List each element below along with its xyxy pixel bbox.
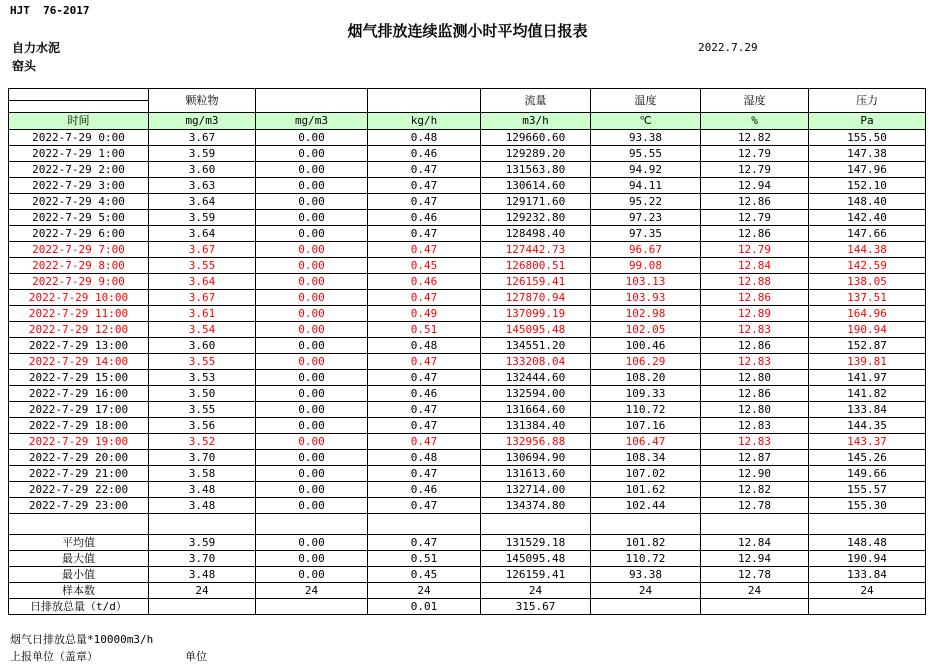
value-cell: 144.38	[809, 242, 926, 258]
summary-value-cell: 190.94	[809, 551, 926, 567]
value-cell: 0.47	[368, 178, 481, 194]
value-cell: 142.59	[809, 258, 926, 274]
summary-value-cell: 12.78	[701, 567, 809, 583]
value-cell: 12.94	[701, 178, 809, 194]
company-name: 自力水泥	[12, 41, 61, 55]
report-date: 2022.7.29	[698, 41, 758, 54]
value-cell: 0.00	[256, 290, 368, 306]
value-cell: 155.57	[809, 482, 926, 498]
summary-value-cell: 3.70	[149, 551, 256, 567]
report-table	[8, 88, 926, 615]
value-cell: 126800.51	[481, 258, 591, 274]
table-row	[9, 338, 926, 354]
summary-value-cell: 148.48	[809, 535, 926, 551]
value-cell: 12.79	[701, 162, 809, 178]
value-cell: 0.00	[256, 178, 368, 194]
time-cell: 2022-7-29 9:00	[9, 274, 149, 290]
value-cell: 12.79	[701, 242, 809, 258]
table-row	[9, 306, 926, 322]
value-cell: 12.80	[701, 370, 809, 386]
value-cell: 0.00	[256, 306, 368, 322]
unit-cell-mg: mg/m3	[256, 113, 368, 130]
table-row	[9, 498, 926, 514]
value-cell: 0.47	[368, 370, 481, 386]
value-cell: 0.00	[256, 226, 368, 242]
value-cell: 0.47	[368, 418, 481, 434]
value-cell: 134374.80	[481, 498, 591, 514]
value-cell: 129171.60	[481, 194, 591, 210]
page-title: 烟气排放连续监测小时平均值日报表	[347, 22, 588, 40]
table-row	[9, 162, 926, 178]
value-cell: 3.58	[149, 466, 256, 482]
standard-code: HJT 76-2017	[10, 4, 90, 17]
value-cell: 145095.48	[481, 322, 591, 338]
value-cell: 0.00	[256, 482, 368, 498]
value-cell: 12.84	[701, 258, 809, 274]
summary-value-cell: 24	[368, 583, 481, 599]
value-cell: 3.55	[149, 354, 256, 370]
value-cell: 3.55	[149, 402, 256, 418]
value-cell: 3.48	[149, 482, 256, 498]
value-cell: 3.70	[149, 450, 256, 466]
value-cell: 0.47	[368, 162, 481, 178]
table-row	[9, 402, 926, 418]
value-cell: 138.05	[809, 274, 926, 290]
value-cell: 0.00	[256, 354, 368, 370]
value-cell: 134551.20	[481, 338, 591, 354]
report-unit-label: 上报单位（盖章）	[10, 650, 98, 663]
value-cell: 3.55	[149, 258, 256, 274]
summary-value-cell: 0.47	[368, 535, 481, 551]
value-cell: 12.90	[701, 466, 809, 482]
time-cell: 2022-7-29 22:00	[9, 482, 149, 498]
time-cell: 2022-7-29 6:00	[9, 226, 149, 242]
value-cell: 145.26	[809, 450, 926, 466]
value-cell: 0.47	[368, 434, 481, 450]
value-cell: 164.96	[809, 306, 926, 322]
value-cell: 109.33	[591, 386, 701, 402]
value-cell: 0.47	[368, 226, 481, 242]
value-cell: 3.64	[149, 226, 256, 242]
unit-cell-percent: %	[701, 113, 809, 130]
value-cell: 0.00	[256, 498, 368, 514]
value-cell: 3.64	[149, 194, 256, 210]
group-header-flow: 流量	[481, 89, 591, 113]
hourly-data-rows	[9, 130, 926, 514]
summary-label-cell: 平均值	[9, 535, 149, 551]
summary-value-cell	[591, 599, 701, 615]
value-cell: 0.46	[368, 386, 481, 402]
value-cell: 0.00	[256, 418, 368, 434]
time-cell: 2022-7-29 8:00	[9, 258, 149, 274]
time-cell: 2022-7-29 21:00	[9, 466, 149, 482]
table-row	[9, 194, 926, 210]
summary-row	[9, 535, 926, 551]
monitor-location: 窑头	[12, 59, 37, 73]
time-cell: 2022-7-29 5:00	[9, 210, 149, 226]
value-cell: 3.64	[149, 274, 256, 290]
table-row	[9, 178, 926, 194]
summary-value-cell: 3.48	[149, 567, 256, 583]
time-cell: 2022-7-29 0:00	[9, 130, 149, 146]
summary-value-cell: 0.00	[256, 567, 368, 583]
value-cell: 132714.00	[481, 482, 591, 498]
value-cell: 12.86	[701, 290, 809, 306]
summary-value-cell: 133.84	[809, 567, 926, 583]
value-cell: 107.16	[591, 418, 701, 434]
value-cell: 3.60	[149, 338, 256, 354]
value-cell: 132444.60	[481, 370, 591, 386]
value-cell: 137.51	[809, 290, 926, 306]
value-cell: 142.40	[809, 210, 926, 226]
value-cell: 144.35	[809, 418, 926, 434]
value-cell: 0.49	[368, 306, 481, 322]
summary-row	[9, 567, 926, 583]
group-header-pressure: 压力	[809, 89, 926, 113]
value-cell: 0.46	[368, 482, 481, 498]
value-cell: 0.00	[256, 194, 368, 210]
value-cell: 0.48	[368, 338, 481, 354]
value-cell: 97.23	[591, 210, 701, 226]
summary-value-cell: 126159.41	[481, 567, 591, 583]
value-cell: 3.59	[149, 146, 256, 162]
value-cell: 139.81	[809, 354, 926, 370]
value-cell: 0.00	[256, 274, 368, 290]
value-cell: 102.98	[591, 306, 701, 322]
value-cell: 0.00	[256, 402, 368, 418]
value-cell: 12.89	[701, 306, 809, 322]
table-row	[9, 466, 926, 482]
table-row	[9, 482, 926, 498]
time-cell: 2022-7-29 13:00	[9, 338, 149, 354]
value-cell: 0.46	[368, 210, 481, 226]
summary-value-cell: 0.00	[256, 551, 368, 567]
value-cell: 12.86	[701, 226, 809, 242]
total-emission-note: 烟气日排放总量*10000m3/h	[10, 633, 154, 646]
value-cell: 12.86	[701, 386, 809, 402]
table-row	[9, 450, 926, 466]
summary-value-cell: 145095.48	[481, 551, 591, 567]
summary-value-cell	[149, 599, 256, 615]
summary-value-cell: 131529.18	[481, 535, 591, 551]
summary-row	[9, 599, 926, 615]
value-cell: 129289.20	[481, 146, 591, 162]
value-cell: 3.67	[149, 290, 256, 306]
summary-row	[9, 551, 926, 567]
value-cell: 94.92	[591, 162, 701, 178]
summary-value-cell: 315.67	[481, 599, 591, 615]
value-cell: 129232.80	[481, 210, 591, 226]
summary-value-cell: 93.38	[591, 567, 701, 583]
time-cell: 2022-7-29 11:00	[9, 306, 149, 322]
value-cell: 106.29	[591, 354, 701, 370]
value-cell: 3.67	[149, 130, 256, 146]
summary-value-cell: 0.01	[368, 599, 481, 615]
value-cell: 0.47	[368, 402, 481, 418]
value-cell: 106.47	[591, 434, 701, 450]
value-cell: 3.52	[149, 434, 256, 450]
value-cell: 0.46	[368, 274, 481, 290]
value-cell: 0.51	[368, 322, 481, 338]
value-cell: 130614.60	[481, 178, 591, 194]
value-cell: 95.22	[591, 194, 701, 210]
value-cell: 12.82	[701, 130, 809, 146]
value-cell: 96.67	[591, 242, 701, 258]
value-cell: 0.00	[256, 322, 368, 338]
value-cell: 0.00	[256, 450, 368, 466]
value-cell: 3.63	[149, 178, 256, 194]
summary-value-cell: 24	[481, 583, 591, 599]
value-cell: 129660.60	[481, 130, 591, 146]
time-cell: 2022-7-29 12:00	[9, 322, 149, 338]
corner-cell-bottom	[9, 101, 149, 113]
value-cell: 0.00	[256, 210, 368, 226]
value-cell: 107.02	[591, 466, 701, 482]
summary-label-cell: 样本数	[9, 583, 149, 599]
value-cell: 3.67	[149, 242, 256, 258]
table-row	[9, 274, 926, 290]
value-cell: 12.88	[701, 274, 809, 290]
value-cell: 3.53	[149, 370, 256, 386]
value-cell: 12.82	[701, 482, 809, 498]
value-cell: 110.72	[591, 402, 701, 418]
value-cell: 133.84	[809, 402, 926, 418]
value-cell: 12.83	[701, 322, 809, 338]
blank-row	[9, 514, 926, 535]
summary-label-cell: 日排放总量（t/d）	[9, 599, 149, 615]
value-cell: 155.30	[809, 498, 926, 514]
value-cell: 152.10	[809, 178, 926, 194]
group-header-row-top	[9, 89, 926, 101]
table-row	[9, 386, 926, 402]
summary-value-cell: 3.59	[149, 535, 256, 551]
time-cell: 2022-7-29 14:00	[9, 354, 149, 370]
time-cell: 2022-7-29 3:00	[9, 178, 149, 194]
time-cell: 2022-7-29 2:00	[9, 162, 149, 178]
time-header-cell: 时间	[9, 113, 149, 130]
value-cell: 137099.19	[481, 306, 591, 322]
summary-value-cell	[809, 599, 926, 615]
value-cell: 12.83	[701, 354, 809, 370]
value-cell: 94.11	[591, 178, 701, 194]
table-row	[9, 226, 926, 242]
table-row	[9, 322, 926, 338]
value-cell: 12.80	[701, 402, 809, 418]
value-cell: 132956.88	[481, 434, 591, 450]
summary-value-cell: 110.72	[591, 551, 701, 567]
value-cell: 0.00	[256, 146, 368, 162]
value-cell: 99.08	[591, 258, 701, 274]
group-header-empty-1	[256, 89, 368, 113]
summary-value-cell: 24	[591, 583, 701, 599]
summary-value-cell: 12.94	[701, 551, 809, 567]
unit-cell-celsius: ℃	[591, 113, 701, 130]
corner-cell-top	[9, 89, 149, 101]
value-cell: 12.78	[701, 498, 809, 514]
value-cell: 0.48	[368, 450, 481, 466]
summary-label-cell: 最小值	[9, 567, 149, 583]
value-cell: 0.00	[256, 434, 368, 450]
value-cell: 3.50	[149, 386, 256, 402]
value-cell: 0.45	[368, 258, 481, 274]
value-cell: 132594.00	[481, 386, 591, 402]
value-cell: 12.83	[701, 418, 809, 434]
table-row	[9, 290, 926, 306]
unit-cell-kgh: kg/h	[368, 113, 481, 130]
value-cell: 141.82	[809, 386, 926, 402]
summary-value-cell	[701, 599, 809, 615]
value-cell: 0.47	[368, 242, 481, 258]
value-cell: 3.60	[149, 162, 256, 178]
value-cell: 147.66	[809, 226, 926, 242]
unit-cell-pa: Pa	[809, 113, 926, 130]
value-cell: 0.00	[256, 338, 368, 354]
group-header-empty-2	[368, 89, 481, 113]
time-cell: 2022-7-29 18:00	[9, 418, 149, 434]
value-cell: 143.37	[809, 434, 926, 450]
value-cell: 103.13	[591, 274, 701, 290]
value-cell: 131563.80	[481, 162, 591, 178]
value-cell: 0.00	[256, 386, 368, 402]
summary-row	[9, 583, 926, 599]
value-cell: 127870.94	[481, 290, 591, 306]
value-cell: 100.46	[591, 338, 701, 354]
value-cell: 0.47	[368, 466, 481, 482]
time-cell: 2022-7-29 7:00	[9, 242, 149, 258]
value-cell: 130694.90	[481, 450, 591, 466]
value-cell: 190.94	[809, 322, 926, 338]
summary-value-cell: 0.51	[368, 551, 481, 567]
value-cell: 131664.60	[481, 402, 591, 418]
value-cell: 131613.60	[481, 466, 591, 482]
time-cell: 2022-7-29 19:00	[9, 434, 149, 450]
table-row	[9, 434, 926, 450]
value-cell: 102.05	[591, 322, 701, 338]
table-row	[9, 258, 926, 274]
value-cell: 141.97	[809, 370, 926, 386]
value-cell: 155.50	[809, 130, 926, 146]
value-cell: 0.00	[256, 258, 368, 274]
units-header-row	[9, 113, 926, 130]
value-cell: 12.86	[701, 338, 809, 354]
value-cell: 12.87	[701, 450, 809, 466]
value-cell: 3.54	[149, 322, 256, 338]
value-cell: 133208.04	[481, 354, 591, 370]
value-cell: 152.87	[809, 338, 926, 354]
value-cell: 12.79	[701, 146, 809, 162]
summary-value-cell: 24	[256, 583, 368, 599]
value-cell: 148.40	[809, 194, 926, 210]
value-cell: 12.86	[701, 194, 809, 210]
summary-label-cell: 最大值	[9, 551, 149, 567]
time-cell: 2022-7-29 17:00	[9, 402, 149, 418]
table-row	[9, 146, 926, 162]
value-cell: 131384.40	[481, 418, 591, 434]
table-row	[9, 210, 926, 226]
value-cell: 95.55	[591, 146, 701, 162]
time-cell: 2022-7-29 4:00	[9, 194, 149, 210]
value-cell: 0.46	[368, 146, 481, 162]
time-cell: 2022-7-29 16:00	[9, 386, 149, 402]
value-cell: 93.38	[591, 130, 701, 146]
summary-value-cell: 24	[809, 583, 926, 599]
value-cell: 147.38	[809, 146, 926, 162]
summary-rows	[9, 535, 926, 615]
table-row	[9, 130, 926, 146]
value-cell: 0.00	[256, 370, 368, 386]
value-cell: 128498.40	[481, 226, 591, 242]
group-header-humidity: 湿度	[701, 89, 809, 113]
value-cell: 147.96	[809, 162, 926, 178]
unit-cell-m3h: m3/h	[481, 113, 591, 130]
summary-value-cell	[256, 599, 368, 615]
summary-value-cell: 24	[701, 583, 809, 599]
value-cell: 108.20	[591, 370, 701, 386]
value-cell: 3.56	[149, 418, 256, 434]
unit-label: 单位	[185, 650, 207, 663]
summary-value-cell: 12.84	[701, 535, 809, 551]
table-row	[9, 354, 926, 370]
value-cell: 0.47	[368, 194, 481, 210]
summary-value-cell: 0.00	[256, 535, 368, 551]
value-cell: 103.93	[591, 290, 701, 306]
summary-value-cell: 24	[149, 583, 256, 599]
unit-cell-pm: mg/m3	[149, 113, 256, 130]
value-cell: 12.79	[701, 210, 809, 226]
value-cell: 3.59	[149, 210, 256, 226]
value-cell: 0.47	[368, 354, 481, 370]
time-cell: 2022-7-29 23:00	[9, 498, 149, 514]
value-cell: 0.00	[256, 130, 368, 146]
value-cell: 0.00	[256, 162, 368, 178]
value-cell: 127442.73	[481, 242, 591, 258]
group-header-temperature: 温度	[591, 89, 701, 113]
value-cell: 0.48	[368, 130, 481, 146]
value-cell: 97.35	[591, 226, 701, 242]
value-cell: 0.00	[256, 242, 368, 258]
value-cell: 3.48	[149, 498, 256, 514]
time-cell: 2022-7-29 1:00	[9, 146, 149, 162]
table-row	[9, 242, 926, 258]
value-cell: 0.00	[256, 466, 368, 482]
value-cell: 126159.41	[481, 274, 591, 290]
value-cell: 101.62	[591, 482, 701, 498]
time-cell: 2022-7-29 15:00	[9, 370, 149, 386]
value-cell: 12.83	[701, 434, 809, 450]
time-cell: 2022-7-29 20:00	[9, 450, 149, 466]
summary-value-cell: 101.82	[591, 535, 701, 551]
value-cell: 3.61	[149, 306, 256, 322]
value-cell: 102.44	[591, 498, 701, 514]
value-cell: 0.47	[368, 498, 481, 514]
table-row	[9, 418, 926, 434]
summary-value-cell: 0.45	[368, 567, 481, 583]
separator-section	[9, 514, 926, 535]
value-cell: 149.66	[809, 466, 926, 482]
value-cell: 108.34	[591, 450, 701, 466]
time-cell: 2022-7-29 10:00	[9, 290, 149, 306]
group-header-pm: 颗粒物	[149, 89, 256, 113]
table-row	[9, 370, 926, 386]
value-cell: 0.47	[368, 290, 481, 306]
